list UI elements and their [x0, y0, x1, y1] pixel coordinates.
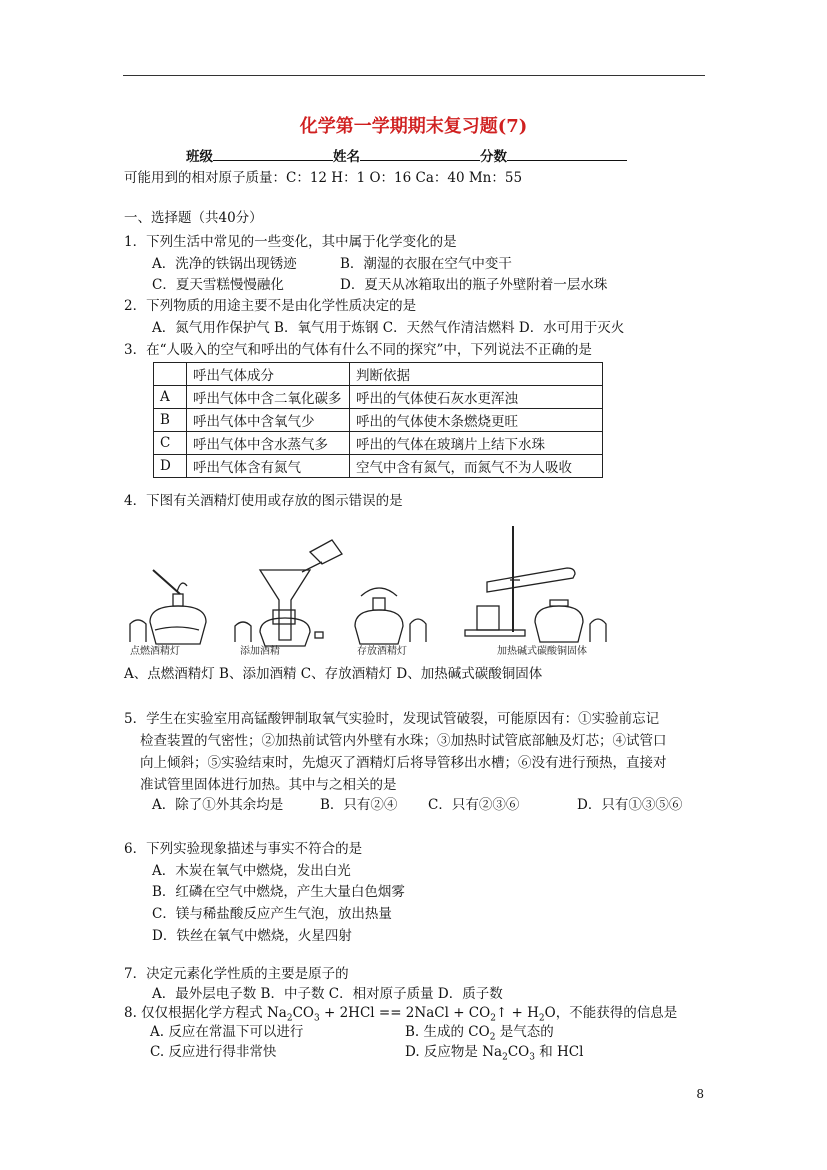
table-header-cell: 判断依据	[350, 363, 603, 386]
table-cell: B	[154, 409, 187, 432]
table-cell: D	[154, 455, 187, 478]
atomic-mass-line: 可能用到的相对原子质量：C：12 H：1 O：16 Ca：40 Mn：55	[124, 170, 523, 186]
subscript: 2	[286, 1013, 293, 1024]
q8-option-a: A. 反应在常温下可以进行	[150, 1024, 304, 1040]
page-title: 化学第一学期期末复习题(7)	[299, 116, 528, 137]
table-cell: A	[154, 386, 187, 409]
table-row	[154, 386, 603, 409]
q8-stem-part: ↑ + H	[495, 1005, 539, 1021]
q6-option-d: D．铁丝在氧气中燃烧，火星四射	[152, 928, 352, 944]
caption-adding: 添加酒精	[240, 646, 280, 657]
table-cell: 呼出气体含有氮气	[187, 455, 350, 478]
q8-option-d	[405, 1043, 583, 1067]
panel-lighting-lamp	[130, 570, 206, 644]
name-field[interactable]	[360, 147, 480, 161]
q1-option-c: C．夏天雪糕慢慢融化	[152, 277, 284, 293]
table-header-row	[154, 363, 603, 386]
q6-stem: 6．下列实验现象描述与事实不符合的是	[124, 841, 363, 857]
score-field[interactable]	[507, 147, 627, 161]
panel-heating-solid	[465, 526, 606, 642]
table-cell: 呼出气体中含二氧化碳多	[187, 386, 350, 409]
q8-stem-part: CO	[292, 1005, 314, 1021]
subscript: 3	[529, 1052, 535, 1063]
q8-option-c: C. 反应进行得非常快	[150, 1044, 277, 1060]
class-label: 班级	[186, 149, 213, 165]
subscript: 2	[489, 1032, 496, 1043]
q8-option-b-part: 是气态的	[495, 1024, 554, 1040]
table-row	[154, 455, 603, 478]
q5-option-d: D．只有①③⑤⑥	[577, 797, 683, 813]
score-label: 分数	[480, 149, 507, 165]
top-rule	[123, 75, 705, 76]
alcohol-lamp-figure	[125, 522, 615, 657]
page-number: 8	[696, 1087, 704, 1101]
name-label: 姓名	[333, 149, 360, 165]
q5-option-a: A．除了①外其余均是	[152, 797, 284, 813]
q8-stem-part: 8. 仅仅根据化学方程式 Na	[124, 1005, 287, 1021]
subscript: 2	[538, 1013, 545, 1024]
table-cell: 呼出的气体在玻璃片上结下水珠	[350, 432, 603, 455]
q8-stem-part: O，不能获得的信息是	[544, 1005, 678, 1021]
table-cell: 呼出的气体使木条燃烧更旺	[350, 409, 603, 432]
section-heading: 一、选择题（共40分）	[124, 210, 263, 226]
q8-option-d-part: D. 反应物是 Na	[405, 1044, 503, 1060]
q4-options: A、点燃酒精灯 B、添加酒精 C、存放酒精灯 D、加热碱式碳酸铜固体	[124, 666, 543, 682]
table-cell: 呼出的气体使石灰水更浑浊	[350, 386, 603, 409]
q2-options: A．氮气用作保护气 B．氧气用于炼钢 C．天然气作清洁燃料 D．水可用于灭火	[152, 320, 625, 336]
caption-heating: 加热碱式碳酸铜固体	[497, 646, 587, 657]
q5-option-b: B．只有②④	[320, 797, 398, 813]
q7-stem: 7．决定元素化学性质的主要是原子的	[124, 966, 349, 982]
q1-option-d: D．夏天从冰箱取出的瓶子外壁附着一层水珠	[340, 277, 608, 293]
q5-line-2: 检查装置的气密性；②加热前试管内外壁有水珠；③加热时试管底部触及灯芯；④试管口	[140, 733, 667, 749]
subscript: 2	[502, 1052, 508, 1063]
q7-options: A．最外层电子数 B．中子数 C．相对原子质量 D．质子数	[152, 986, 503, 1002]
table-cell: 呼出气体中含水蒸气多	[187, 432, 350, 455]
class-field[interactable]	[213, 147, 333, 161]
q8-option-d-part: 和 HCl	[534, 1044, 584, 1060]
panel-storing-lamp	[355, 588, 426, 644]
panel-adding-alcohol	[235, 540, 342, 646]
q6-option-c: C．镁与稀盐酸反应产生气泡，放出热量	[152, 906, 392, 922]
q6-option-a: A．木炭在氧气中燃烧，发出白光	[152, 863, 351, 879]
q5-option-c: C．只有②③⑥	[428, 797, 520, 813]
student-info-line	[186, 145, 627, 165]
table-header-cell	[154, 363, 187, 386]
table-header-cell: 呼出气体成分	[187, 363, 350, 386]
caption-storing: 存放酒精灯	[357, 646, 407, 657]
q3-stem: 3．在“人吸入的空气和呼出的气体有什么不同的探究”中，下列说法不正确的是	[124, 342, 592, 358]
subscript: 3	[313, 1013, 320, 1024]
table-cell: 呼出气体中含氧气少	[187, 409, 350, 432]
q3-table	[153, 362, 603, 478]
q5-line-1: 5．学生在实验室用高锰酸钾制取氧气实验时，发现试管破裂，可能原因有：①实验前忘记	[124, 711, 660, 727]
q1-stem: 1．下列生活中常见的一些变化，其中属于化学变化的是	[124, 234, 457, 250]
q8-option-b-part: B. 生成的 CO	[405, 1024, 490, 1040]
q2-stem: 2．下列物质的用途主要不是由化学性质决定的是	[124, 298, 417, 314]
q8-option-d-part: CO	[507, 1044, 530, 1060]
q1-option-a: A．洗净的铁锅出现锈迹	[152, 256, 297, 272]
table-cell: 空气中含有氮气，而氮气不为人吸收	[350, 455, 603, 478]
subscript: 2	[490, 1013, 496, 1024]
caption-lighting: 点燃酒精灯	[130, 646, 180, 657]
q1-option-b: B．潮湿的衣服在空气中变干	[340, 256, 512, 272]
q5-line-3: 向上倾斜；⑤实验结束时，先熄灭了酒精灯后将导管移出水槽；⑥没有进行预热，直接对	[140, 755, 667, 771]
q4-stem: 4．下图有关酒精灯使用或存放的图示错误的是	[124, 493, 403, 509]
table-row	[154, 432, 603, 455]
q5-line-4: 准试管里固体进行加热。其中与之相关的是	[140, 777, 397, 793]
table-cell: C	[154, 432, 187, 455]
table-row	[154, 409, 603, 432]
q6-option-b: B．红磷在空气中燃烧，产生大量白色烟雾	[152, 884, 405, 900]
q8-stem-part: + 2HCl == 2NaCl + CO	[319, 1005, 491, 1021]
